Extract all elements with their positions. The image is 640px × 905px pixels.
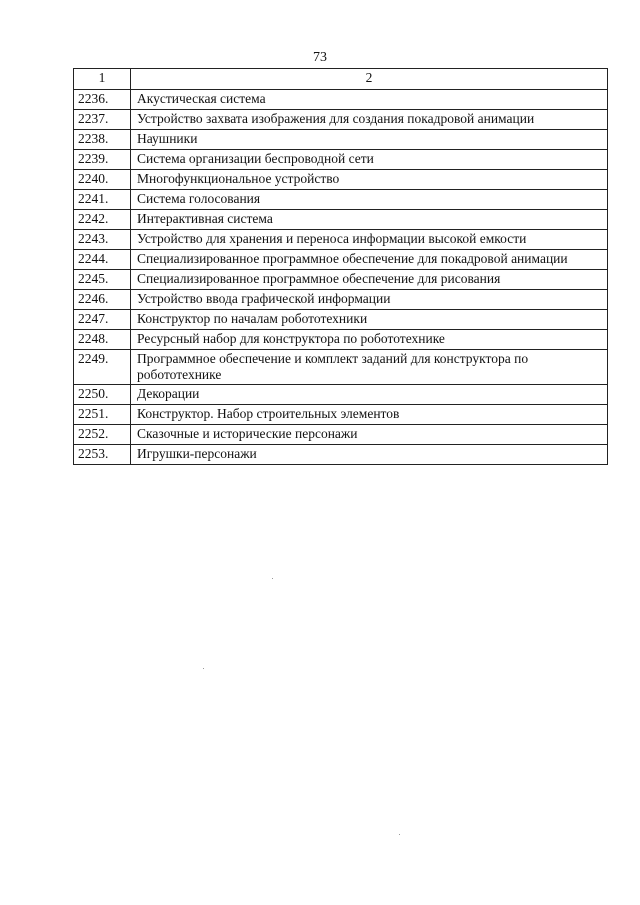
row-number: 2236. [74, 90, 131, 110]
row-number: 2244. [74, 250, 131, 270]
row-name: Специализированное программное обеспечение для рисования [131, 270, 608, 290]
column-header-name: 2 [131, 69, 608, 90]
row-name: Система голосования [131, 190, 608, 210]
row-number: 2240. [74, 170, 131, 190]
table-row [74, 405, 608, 425]
table-row [74, 425, 608, 445]
row-number: 2253. [74, 445, 131, 465]
row-number: 2245. [74, 270, 131, 290]
row-name: Ресурсный набор для конструктора по робототехнике [131, 330, 608, 350]
scan-speck [203, 668, 204, 669]
row-name: Интерактивная система [131, 210, 608, 230]
row-name: Специализированное программное обеспечение для покадровой анимации [131, 250, 608, 270]
table-row [74, 350, 608, 385]
row-name: Устройство ввода графической информации [131, 290, 608, 310]
table-row [74, 170, 608, 190]
row-number: 2247. [74, 310, 131, 330]
row-number: 2252. [74, 425, 131, 445]
items-table [73, 68, 608, 465]
row-number: 2239. [74, 150, 131, 170]
row-number: 2237. [74, 110, 131, 130]
table-row [74, 270, 608, 290]
table-row [74, 310, 608, 330]
table-header-row [74, 69, 608, 90]
table-row [74, 190, 608, 210]
table-row [74, 385, 608, 405]
row-name: Система организации беспроводной сети [131, 150, 608, 170]
row-name: Декорации [131, 385, 608, 405]
row-name: Наушники [131, 130, 608, 150]
row-name: Сказочные и исторические персонажи [131, 425, 608, 445]
table-row [74, 150, 608, 170]
table-row [74, 290, 608, 310]
table-row [74, 330, 608, 350]
row-number: 2241. [74, 190, 131, 210]
table-row [74, 90, 608, 110]
table-row [74, 110, 608, 130]
row-number: 2243. [74, 230, 131, 250]
row-name: Устройство захвата изображения для создания покадровой анимации [131, 110, 608, 130]
column-header-number: 1 [74, 69, 131, 90]
page-number: 73 [313, 50, 327, 65]
row-name: Программное обеспечение и комплект заданий для конструктора по робототехнике [131, 350, 608, 385]
table-row [74, 445, 608, 465]
row-name: Акустическая система [131, 90, 608, 110]
row-name: Конструктор. Набор строительных элементов [131, 405, 608, 425]
row-number: 2251. [74, 405, 131, 425]
row-number: 2248. [74, 330, 131, 350]
table-body [74, 90, 608, 465]
row-number: 2250. [74, 385, 131, 405]
row-name: Устройство для хранения и переноса информации высокой емкости [131, 230, 608, 250]
scan-speck [399, 834, 400, 835]
row-number: 2242. [74, 210, 131, 230]
table-row [74, 130, 608, 150]
table-row [74, 250, 608, 270]
scan-speck [272, 578, 273, 579]
row-number: 2246. [74, 290, 131, 310]
row-name: Многофункциональное устройство [131, 170, 608, 190]
row-name: Игрушки-персонажи [131, 445, 608, 465]
row-number: 2249. [74, 350, 131, 385]
table-row [74, 210, 608, 230]
row-number: 2238. [74, 130, 131, 150]
table-row [74, 230, 608, 250]
row-name: Конструктор по началам робототехники [131, 310, 608, 330]
